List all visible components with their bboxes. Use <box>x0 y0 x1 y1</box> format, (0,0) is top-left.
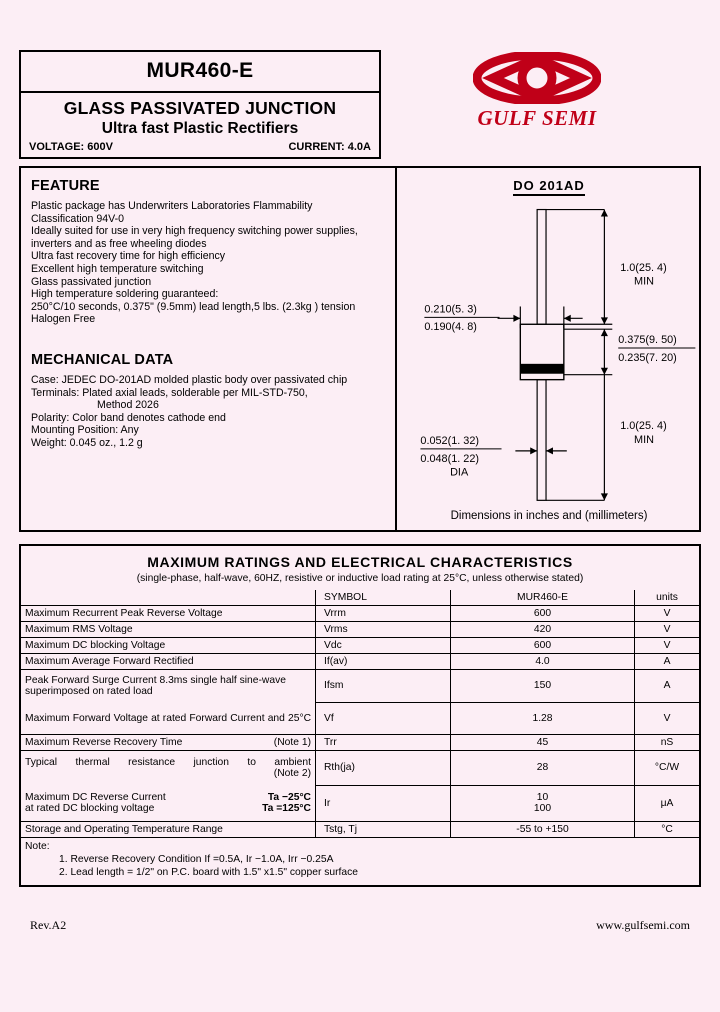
row-parameter <box>21 735 316 751</box>
row-parameter: Maximum RMS Voltage <box>21 622 316 638</box>
row-unit: V <box>635 702 700 735</box>
mechanical-item: Method 2026 <box>97 399 159 412</box>
row-parameter-text: Typical thermal resistance junction to ambient <box>25 757 311 768</box>
product-line-1: GLASS PASSIVATED JUNCTION <box>63 98 337 118</box>
dim-lead-dia-min: 0.048(1. 22) <box>420 452 479 465</box>
mechanical-item: Case: JEDEC DO-201AD molded plastic body over passivated chip <box>31 373 348 386</box>
company-name: GULF SEMI <box>477 106 597 130</box>
row-parameter: Peak Forward Surge Current 8.3ms single half sine-wave superimposed on rated load <box>21 670 316 703</box>
row-parameter: Maximum Average Forward Rectified <box>21 654 316 670</box>
row-parameter: Maximum DC blocking Voltage <box>21 638 316 654</box>
col-header-value: MUR460-E <box>451 590 635 606</box>
table-row <box>21 735 699 751</box>
dim-lower-lead-value: 1.0(25. 4) <box>620 420 667 433</box>
feature-item: Plastic package has Underwriters Laboratories Flammability <box>31 200 313 212</box>
revision-label: Rev.A2 <box>30 918 67 932</box>
dim-lead-dia-label: DIA <box>450 466 469 479</box>
rating-summary <box>21 140 379 157</box>
table-row <box>21 638 699 654</box>
row-symbol: If(av) <box>316 654 451 670</box>
row-parameter-text: Maximum DC Reverse Current <box>25 792 166 803</box>
notes-label: Note: <box>25 841 50 852</box>
row-symbol: Vrrm <box>316 606 451 622</box>
row-unit: A <box>635 654 700 670</box>
row-unit: °C/W <box>635 751 700 786</box>
dim-upper-lead-min: MIN <box>634 275 654 288</box>
col-header-symbol: SYMBOL <box>316 590 451 606</box>
note-item: 1. Reverse Recovery Condition If =0.5A, Ir −1.0A, Irr −0.25A <box>59 854 334 865</box>
table-row <box>21 822 699 838</box>
feature-item: Excellent high temperature switching <box>31 262 204 275</box>
row-value: 420 <box>451 622 635 638</box>
col-header-units: units <box>635 590 700 606</box>
table-header-row <box>21 590 699 606</box>
dim-body-width-max: 0.210(5. 3) <box>424 303 477 316</box>
feature-and-drawing-box <box>19 166 701 532</box>
title-box <box>19 50 381 159</box>
feature-item: High temperature soldering guaranteed: <box>31 288 219 301</box>
row-symbol: Vrms <box>316 622 451 638</box>
row-value-2: 100 <box>533 803 552 815</box>
notes-section <box>21 837 699 885</box>
package-drawing-panel <box>397 168 701 530</box>
row-parameter-condition-2: Ta =125°C <box>262 803 311 814</box>
feature-item: Ideally suited for use in very high frequency switching power supplies, <box>31 225 358 238</box>
row-parameter: Maximum Recurrent Peak Reverse Voltage <box>21 606 316 622</box>
mechanical-heading: MECHANICAL DATA <box>31 351 174 368</box>
row-parameter-text-2: at rated DC blocking voltage <box>25 803 155 814</box>
product-line-2: Ultra fast Plastic Rectifiers <box>101 120 299 137</box>
company-logo <box>462 52 612 131</box>
website-link[interactable]: www.gulfsemi.com <box>596 918 690 932</box>
ratings-subtitle: (single-phase, half-wave, 60HZ, resistive or inductive load rating at 25°C, unless otherwise stated) <box>136 573 584 584</box>
row-value-group <box>451 785 635 822</box>
row-symbol: Rth(ja) <box>316 751 451 786</box>
current-rating: CURRENT: 4.0A <box>288 141 371 153</box>
row-unit: μA <box>635 785 700 822</box>
row-parameter-note: (Note 1) <box>273 737 311 748</box>
mechanical-item: Polarity: Color band denotes cathode end <box>31 411 226 424</box>
row-value: 1.28 <box>451 702 635 735</box>
mechanical-item: Mounting Position: Any <box>31 424 139 437</box>
do-201ad-drawing-icon <box>397 168 701 530</box>
row-unit: V <box>635 622 700 638</box>
voltage-rating: VOLTAGE: 600V <box>29 141 113 153</box>
table-row <box>21 622 699 638</box>
dim-body-height-max: 0.375(9. 50) <box>618 334 677 347</box>
table-row <box>21 702 699 735</box>
table-row <box>21 751 699 786</box>
row-unit: A <box>635 670 700 703</box>
ratings-box <box>19 544 701 887</box>
row-symbol: Ir <box>316 785 451 822</box>
row-parameter <box>21 751 316 786</box>
row-symbol: Tstg, Tj <box>316 822 451 838</box>
feature-item: 250°C/10 seconds, 0.375" (9.5mm) lead length,5 lbs. (2.3kg ) tension <box>31 300 356 313</box>
row-value: 150 <box>451 670 635 703</box>
table-row <box>21 670 699 703</box>
page-footer <box>30 918 690 933</box>
dim-body-height-min: 0.235(7. 20) <box>618 351 677 364</box>
row-unit: nS <box>635 735 700 751</box>
gulf-semi-emblem-icon <box>473 52 601 104</box>
drawing-footnote: Dimensions in inches and (millimeters) <box>450 510 648 522</box>
page-title: MUR460-E <box>21 52 379 93</box>
feature-item: Halogen Free <box>31 313 96 326</box>
row-unit: V <box>635 606 700 622</box>
dim-lead-dia-max: 0.052(1. 32) <box>420 434 479 447</box>
specifications-table <box>21 590 699 837</box>
row-value: 10 <box>536 792 549 804</box>
dim-upper-lead-value: 1.0(25. 4) <box>620 261 667 274</box>
dim-lower-lead-min: MIN <box>634 433 654 446</box>
row-symbol: Vdc <box>316 638 451 654</box>
row-parameter-note: (Note 2) <box>273 768 311 779</box>
row-parameter: Maximum Forward Voltage at rated Forward Current and 25°C <box>21 702 316 735</box>
package-outline-title: DO 201AD <box>397 178 701 193</box>
table-row <box>21 606 699 622</box>
row-parameter-text: Maximum Reverse Recovery Time <box>25 737 183 748</box>
feature-item: inverters and as free wheeling diodes <box>31 237 207 250</box>
row-value: 28 <box>451 751 635 786</box>
col-header-parameter <box>21 590 316 606</box>
feature-heading: FEATURE <box>31 178 100 194</box>
row-unit: V <box>635 638 700 654</box>
row-parameter: Storage and Operating Temperature Range <box>21 822 316 838</box>
ratings-title: MAXIMUM RATINGS AND ELECTRICAL CHARACTERISTICS <box>147 554 573 570</box>
mechanical-list <box>31 374 387 450</box>
table-row <box>21 785 699 822</box>
row-value: -55 to +150 <box>451 822 635 838</box>
row-value: 600 <box>451 606 635 622</box>
row-parameter-condition: Ta −25°C <box>267 792 311 803</box>
feature-list <box>31 200 387 326</box>
dim-body-width-min: 0.190(4. 8) <box>424 321 477 334</box>
feature-panel <box>21 168 395 530</box>
row-symbol: Vf <box>316 702 451 735</box>
mechanical-item: Weight: 0.045 oz., 1.2 g <box>31 436 143 449</box>
feature-item: Ultra fast recovery time for high efficiency <box>31 250 226 263</box>
row-value: 600 <box>451 638 635 654</box>
mechanical-item: Terminals: Plated axial leads, solderable per MIL-STD-750, <box>31 386 308 399</box>
row-value: 45 <box>451 735 635 751</box>
row-symbol: Trr <box>316 735 451 751</box>
row-value: 4.0 <box>451 654 635 670</box>
feature-item: Glass passivated junction <box>31 275 152 288</box>
row-symbol: Ifsm <box>316 670 451 703</box>
row-parameter <box>21 785 316 822</box>
note-item: 2. Lead length = 1/2" on P.C. board with 1.5" x1.5" copper surface <box>59 867 358 878</box>
feature-item: Classification 94V-0 <box>31 212 125 225</box>
row-unit: °C <box>635 822 700 838</box>
table-row <box>21 654 699 670</box>
